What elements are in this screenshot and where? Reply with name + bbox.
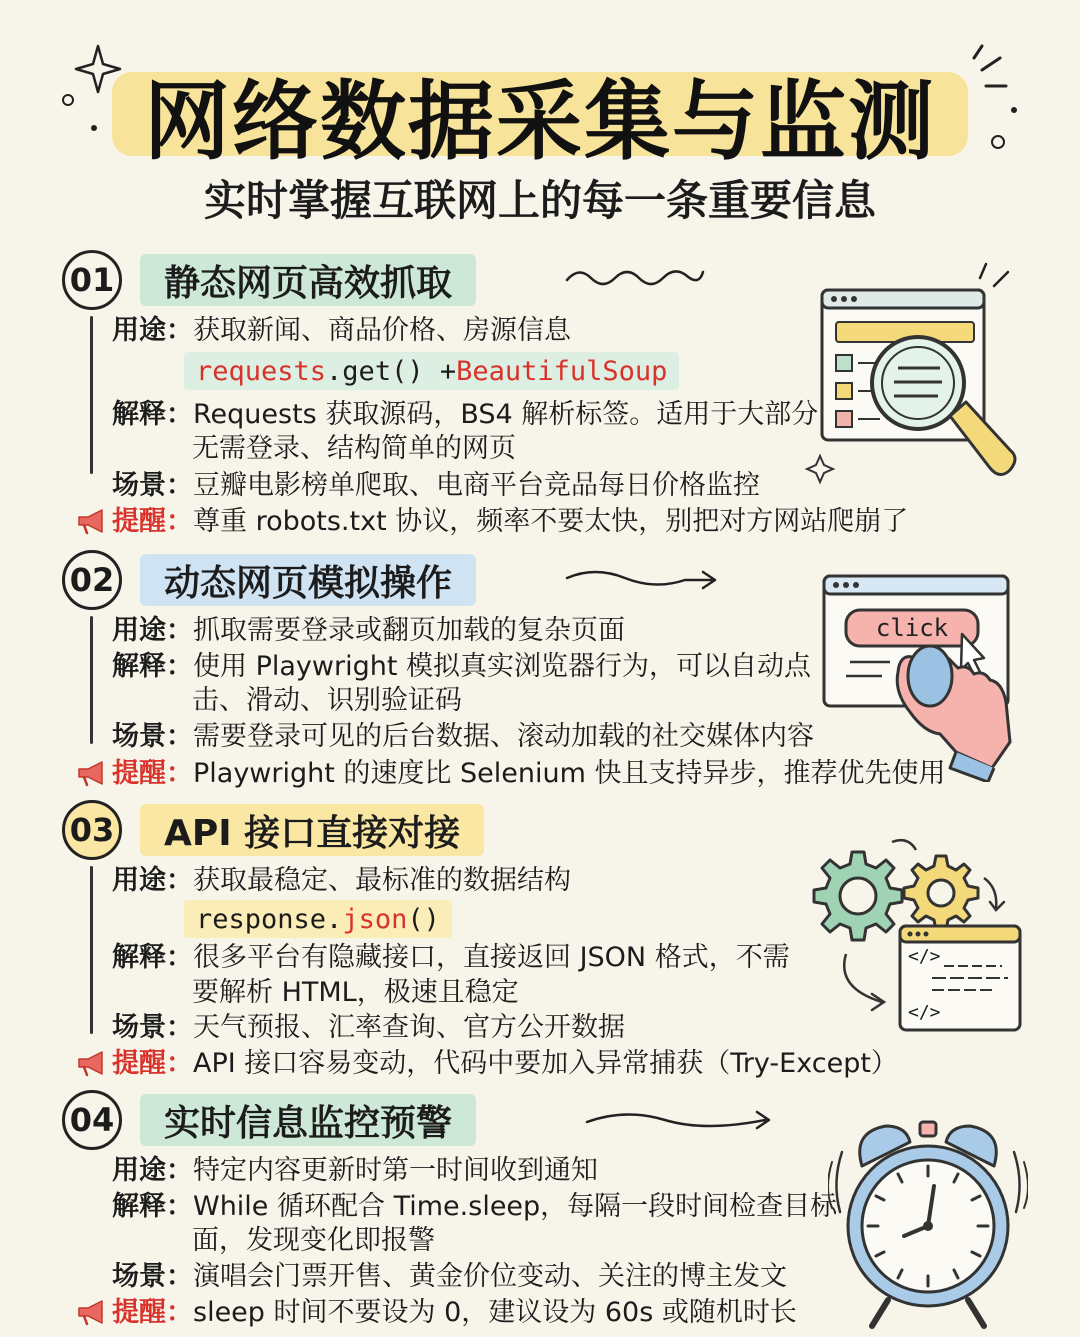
- explain-row: [112, 398, 818, 432]
- tip-label: 提醒：: [112, 1297, 193, 1328]
- title-container: [0, 52, 1080, 176]
- explain-row: [112, 1190, 837, 1224]
- robot-hand-click-icon: [820, 572, 1030, 782]
- use-text: 获取新闻、商品价格、房源信息: [193, 315, 571, 346]
- scene-text: 豆瓣电影榜单爬取、电商平台竞品每日价格监控: [193, 470, 760, 501]
- tip-label: 提醒：: [112, 506, 193, 537]
- explain-row-continued: 面，发现变化即报警: [192, 1225, 435, 1256]
- page-title: 网络数据采集与监测: [144, 72, 936, 172]
- use-row: [112, 314, 571, 348]
- scene-row: [112, 720, 814, 754]
- use-text: 获取最稳定、最标准的数据结构: [193, 865, 571, 896]
- gears-code-window-icon: [812, 838, 1027, 1038]
- section-number-badge: 03: [62, 800, 122, 860]
- use-label: 用途：: [112, 865, 193, 896]
- tip-text: Playwright 的速度比 Selenium 快且支持异步，推荐优先使用: [193, 758, 946, 789]
- magnifier-webpage-icon: [790, 260, 1030, 490]
- use-row: [112, 614, 625, 648]
- scene-label: 场景：: [112, 721, 193, 752]
- scene-label: 场景：: [112, 470, 193, 501]
- explain-row-continued: 要解析 HTML，极速且稳定: [192, 977, 519, 1008]
- explain-label: 解释：: [112, 399, 193, 430]
- use-row: [112, 864, 571, 898]
- code-snippet: [184, 352, 679, 390]
- use-row: [112, 1154, 598, 1188]
- scene-row: [112, 469, 760, 503]
- explain-text: 使用 Playwright 模拟真实浏览器行为，可以自动点: [193, 651, 811, 682]
- squiggle-decoration-icon: [565, 262, 705, 292]
- tip-text: 尊重 robots.txt 协议，频率不要太快，别把对方网站爬崩了: [193, 506, 909, 537]
- section-divider-line: [90, 316, 93, 474]
- tip-row: [112, 1047, 898, 1081]
- code-tag-glyph: </>: [908, 1002, 941, 1023]
- code-token: response.: [196, 903, 343, 935]
- tip-row: [112, 505, 908, 539]
- megaphone-icon: [76, 507, 106, 535]
- scene-text: 演唱会门票开售、黄金价位变动、关注的博主发文: [193, 1261, 787, 1292]
- megaphone-icon: [76, 1298, 106, 1326]
- section-divider-line: [90, 866, 93, 1034]
- explain-text: 很多平台有隐藏接口，直接返回 JSON 格式，不需: [193, 942, 790, 973]
- scene-row: [112, 1011, 625, 1045]
- explain-row: [112, 650, 811, 684]
- scene-label: 场景：: [112, 1261, 193, 1292]
- scene-text: 天气预报、汇率查询、官方公开数据: [193, 1012, 625, 1043]
- explain-row-continued: 无需登录、结构简单的网页: [192, 433, 516, 464]
- section-number-badge: 04: [62, 1090, 122, 1150]
- section-divider-line: [90, 616, 93, 744]
- section-number-badge: 01: [62, 250, 122, 310]
- code-token: json: [342, 903, 408, 935]
- section-title: 动态网页模拟操作: [140, 554, 476, 606]
- code-snippet: [184, 900, 452, 938]
- tip-text: sleep 时间不要设为 0，建议设为 60s 或随机时长: [193, 1297, 797, 1328]
- use-text: 抓取需要登录或翻页加载的复杂页面: [193, 615, 625, 646]
- tip-label: 提醒：: [112, 1048, 193, 1079]
- section-number-badge: 02: [62, 550, 122, 610]
- explain-label: 解释：: [112, 942, 193, 973]
- tip-label: 提醒：: [112, 758, 193, 789]
- scene-row: [112, 1260, 787, 1294]
- section-title: API 接口直接对接: [140, 804, 484, 856]
- explain-text: Requests 获取源码，BS4 解析标签。适用于大部分: [193, 399, 819, 430]
- code-token: .get() +: [326, 355, 457, 387]
- scene-label: 场景：: [112, 1012, 193, 1043]
- explain-row-continued: 击、滑动、识别验证码: [192, 685, 462, 716]
- arrow-decoration-icon: [585, 1102, 785, 1136]
- code-token: (): [407, 903, 440, 935]
- arrow-decoration-icon: [565, 562, 725, 596]
- code-tag-glyph: </>: [908, 946, 941, 967]
- code-token: requests: [196, 355, 327, 387]
- page-subtitle: 实时掌握互联网上的每一条重要信息: [203, 176, 876, 225]
- use-label: 用途：: [112, 315, 193, 346]
- megaphone-icon: [76, 1049, 106, 1077]
- section-title: 静态网页高效抓取: [140, 254, 476, 306]
- code-token: BeautifulSoup: [456, 355, 668, 387]
- megaphone-icon: [76, 759, 106, 787]
- explain-label: 解释：: [112, 651, 193, 682]
- sparkle-decoration-icon: [60, 40, 140, 150]
- tip-row: [112, 1296, 797, 1330]
- use-text: 特定内容更新时第一时间收到通知: [193, 1155, 598, 1186]
- alarm-clock-icon: [828, 1112, 1028, 1334]
- explain-row: [112, 941, 790, 975]
- burst-decoration-icon: [960, 40, 1030, 160]
- section-title: 实时信息监控预警: [140, 1094, 476, 1146]
- tip-text: API 接口容易变动，代码中要加入异常捕获（Try-Except）: [193, 1048, 898, 1079]
- use-label: 用途：: [112, 1155, 193, 1186]
- use-label: 用途：: [112, 615, 193, 646]
- explain-label: 解释：: [112, 1191, 193, 1222]
- click-button-label: click: [875, 614, 949, 642]
- explain-text: While 循环配合 Time.sleep，每隔一段时间检查目标: [193, 1191, 838, 1222]
- scene-text: 需要登录可见的后台数据、滚动加载的社交媒体内容: [193, 721, 814, 752]
